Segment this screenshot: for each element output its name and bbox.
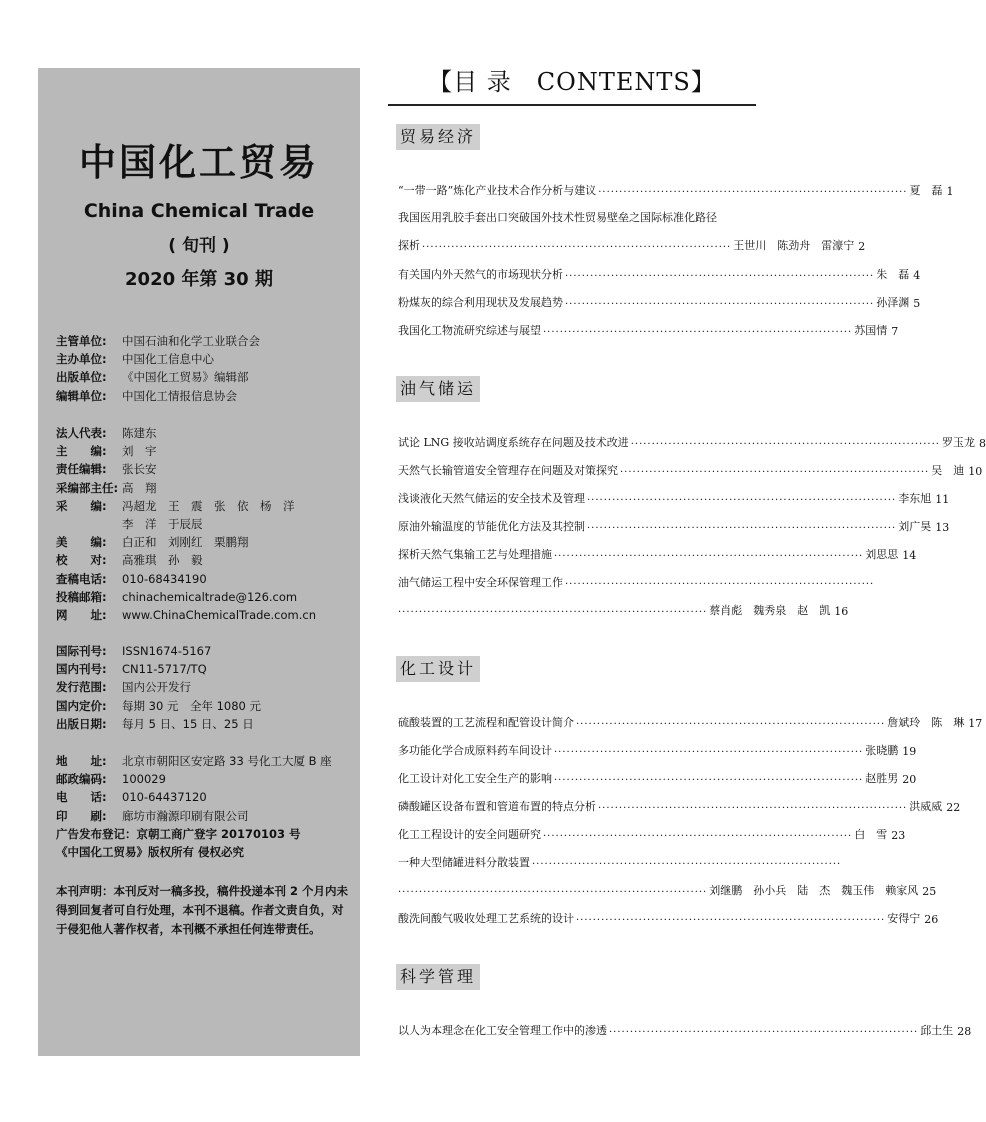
toc-entry[interactable]: ·········································································· 刘继鹏 孙小兵 陆 杰 魏玉伟 赖家风 25 xyxy=(398,884,937,898)
magazine-title: 中国化工贸易 xyxy=(79,141,319,184)
toc-entry[interactable]: 探析天然气集输工艺与处理措施 ·········································································· 刘思思 14 xyxy=(398,548,917,562)
info-row: 电 话: 010-64437120 xyxy=(56,790,207,805)
copyright-line: 《中国化工贸易》版权所有 侵权必究 xyxy=(56,844,245,859)
info-row: 国内刊号: CN11-5717/TQ xyxy=(56,662,207,677)
info-row: 校 对: 高雅琪 孙 毅 xyxy=(56,553,203,568)
section-heading: 化工设计 xyxy=(396,656,480,682)
info-row: 印 刷: 廊坊市瀚源印刷有限公司 xyxy=(56,808,249,823)
toc-entry[interactable]: 有关国内外天然气的市场现状分析 ·········································································· 朱 磊 4 xyxy=(398,268,921,282)
toc-entry[interactable]: 多功能化学合成原料药车间设计 ·········································································· 张晓鹏 19 xyxy=(398,744,917,758)
info-row: 发行范围: 国内公开发行 xyxy=(56,680,191,695)
toc-entry[interactable]: 探析 ·········································································· 王世川 陈劲舟 雷濠宁 2 xyxy=(398,239,866,253)
toc-entry[interactable]: 油气储运工程中安全环保管理工作 ·········································································· xyxy=(398,576,875,590)
toc-entry[interactable]: 原油外输温度的节能优化方法及其控制 ·········································································· 刘广昊 13 xyxy=(398,520,950,534)
info-row: 查稿电话: 010-68434190 xyxy=(56,571,207,586)
info-row: 出版单位: 《中国化工贸易》编辑部 xyxy=(56,370,249,385)
section-heading: 油气储运 xyxy=(396,376,480,402)
ad-registration: 广告发布登记：京朝工商广登字 20170103 号 xyxy=(56,826,301,841)
toc-entry[interactable]: 天然气长输管道安全管理存在问题及对策探究 ·········································································· 吴 迪 10 xyxy=(398,464,983,478)
publisher-info xyxy=(56,332,356,405)
info-row: 国际刊号: ISSN1674-5167 xyxy=(56,644,212,658)
toc-entry[interactable]: 粉煤灰的综合利用现状及发展趋势 ·········································································· 孙泽渊 5 xyxy=(398,296,921,310)
info-row: 地 址: 北京市朝阳区安定路 33 号化工大厦 B 座 xyxy=(56,754,332,768)
toc-entry[interactable]: 磷酸罐区设备布置和管道布置的特点分析 ·········································································· 洪威威 22 xyxy=(398,800,961,814)
info-row: 采编部主任: 高 翔 xyxy=(56,480,157,495)
toc-entry[interactable]: 以人为本理念在化工安全管理工作中的渗透 ·········································································· 邱土生 28 xyxy=(398,1024,972,1038)
info-row: 主管单位: 中国石油和化学工业联合会 xyxy=(56,334,260,348)
section-heading: 贸易经济 xyxy=(396,124,480,150)
issue-number: 2020 年第 30 期 xyxy=(125,269,273,290)
toc-entry[interactable]: “一带一路”炼化产业技术合作分析与建议 ·········································································· 夏 磊 1 xyxy=(398,184,954,198)
info-row: 主 编: 刘 宇 xyxy=(56,444,157,459)
info-row: 出版日期: 每月 5 日、15 日、25 日 xyxy=(56,716,254,731)
contents-header: 【目 录 CONTENTS】 xyxy=(428,68,716,96)
toc-entry[interactable]: 我国医用乳胶手套出口突破国外技术性贸易壁垒之国际标准化路径 xyxy=(398,211,717,224)
notice-statement: 本刊声明：本刊反对一稿多投，稿件投递本刊 2 个月内未得到回复者可自行处理，本刊不退稿。作者文责自负，对于侵犯他人著作权者，本刊概不承担任何连带责任。 xyxy=(56,884,349,936)
info-row: 采 编: 冯超龙 王 震 张 依 杨 洋 xyxy=(56,498,295,513)
magazine-english-title: China Chemical Trade xyxy=(83,200,315,222)
toc-entry[interactable]: 酸洗间酸气吸收处理工艺系统的设计 ·········································································· 安得宁 26 xyxy=(398,912,939,926)
toc-entry[interactable]: 硫酸装置的工艺流程和配管设计简介 ·········································································· 詹斌玲 陈 琳 17 xyxy=(398,716,983,730)
header-divider xyxy=(388,104,756,106)
info-row: 国内定价: 每期 30 元 全年 1080 元 xyxy=(56,698,262,713)
contact-info xyxy=(56,752,356,861)
toc-entry[interactable]: 试论 LNG 接收站调度系统存在问题及技术改进 ·········································································· 罗玉龙 8 xyxy=(398,436,986,450)
info-row: 李 洋 于辰辰 xyxy=(122,516,203,531)
info-row: 法人代表: 陈建东 xyxy=(56,426,157,440)
masthead-panel xyxy=(38,68,360,1056)
toc-entry[interactable]: ·········································································· 蔡肖彪 魏秀泉 赵 凯 16 xyxy=(398,604,849,618)
publication-info xyxy=(56,642,356,733)
magazine-frequency: ( 旬刊 ) xyxy=(168,236,230,256)
section-heading: 科学管理 xyxy=(396,964,480,990)
info-row: 编辑单位: 中国化工情报信息协会 xyxy=(56,388,237,403)
info-row: 邮政编码: 100029 xyxy=(56,772,166,787)
info-row: 美 编: 白正和 刘刚红 栗鹏翔 xyxy=(56,535,249,550)
info-row: 投稿邮箱: chinachemicaltrade@126.com xyxy=(56,589,298,604)
toc-entry[interactable]: 我国化工物流研究综述与展望 ·········································································· 苏国情 7 xyxy=(398,324,899,338)
toc-entry[interactable]: 一种大型储罐进料分散装置 ·········································································· xyxy=(398,856,842,870)
info-row: 网 址: www.ChinaChemicalTrade.com.cn xyxy=(56,607,316,622)
info-row: 责任编辑: 张长安 xyxy=(56,462,157,477)
toc-entry[interactable]: 浅谈液化天然气储运的安全技术及管理 ·········································································· 李东旭 11 xyxy=(398,492,950,506)
editorial-staff xyxy=(56,424,356,624)
toc-entry[interactable]: 化工设计对化工安全生产的影响 ·········································································· 赵胜男 20 xyxy=(398,772,917,786)
toc-entry[interactable]: 化工工程设计的安全问题研究 ·········································································· 白 雪 23 xyxy=(398,828,906,842)
info-row: 主办单位: 中国化工信息中心 xyxy=(56,352,214,367)
